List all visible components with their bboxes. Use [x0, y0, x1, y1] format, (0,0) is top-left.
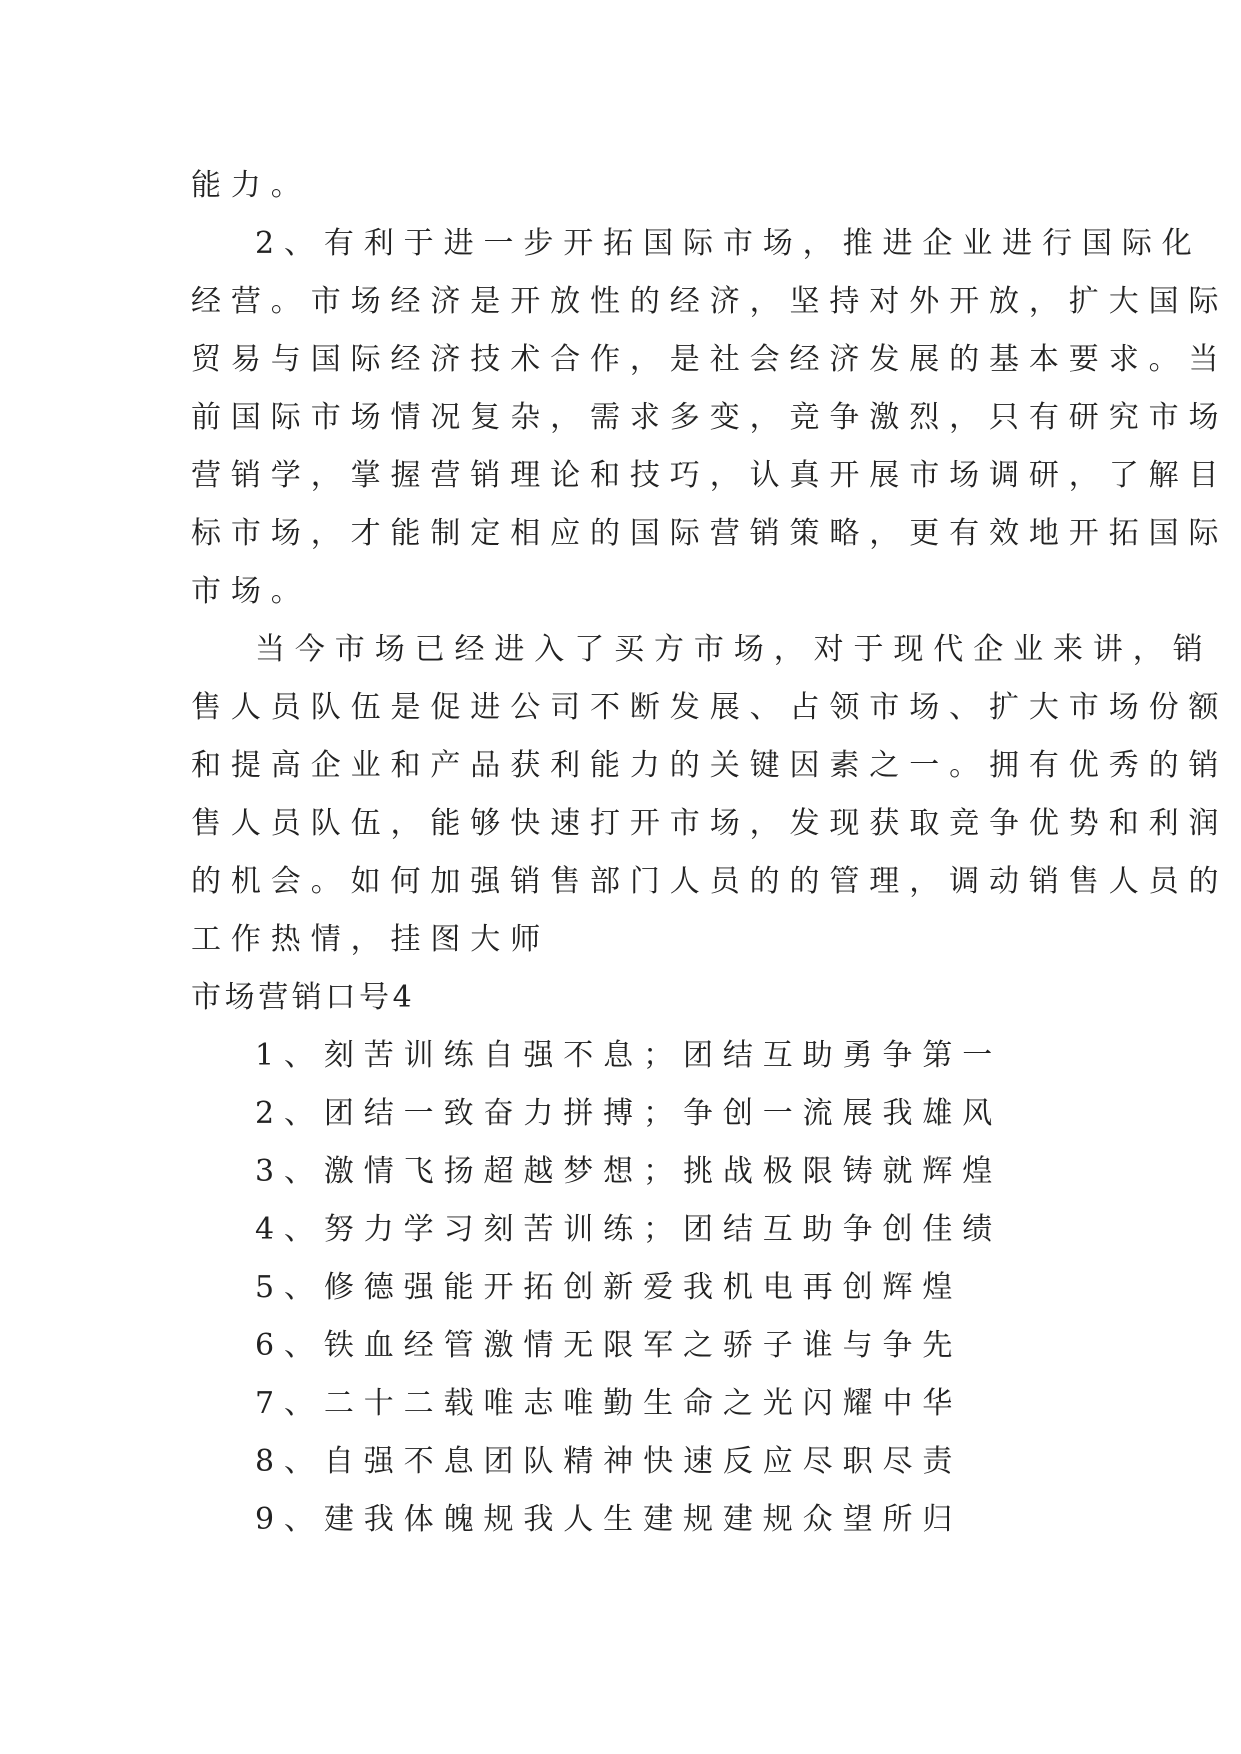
- body-line: 营销学，掌握营销理论和技巧，认真开展市场调研，了解目: [191, 458, 1229, 493]
- body-line: 标市场，才能制定相应的国际营销策略，更有效地开拓国际: [191, 516, 1229, 551]
- slogan-item: 8、自强不息团队精神快速反应尽职尽责: [255, 1444, 963, 1479]
- slogan-item: 4、努力学习刻苦训练；团结互助争创佳绩: [255, 1212, 1003, 1247]
- body-line: 工作热情，挂图大师: [191, 922, 551, 957]
- body-line: 前国际市场情况复杂，需求多变，竞争激烈，只有研究市场: [191, 400, 1229, 435]
- section-heading: 市场营销口号4: [191, 980, 416, 1015]
- slogan-item: 3、激情飞扬超越梦想；挑战极限铸就辉煌: [255, 1154, 1003, 1189]
- body-line: 能力。: [191, 168, 311, 203]
- slogan-item: 7、二十二载唯志唯勤生命之光闪耀中华: [255, 1386, 963, 1421]
- body-line: 当今市场已经进入了买方市场，对于现代企业来讲，销: [255, 632, 1213, 667]
- body-line: 的机会。如何加强销售部门人员的的管理，调动销售人员的: [191, 864, 1229, 899]
- slogan-item: 5、修德强能开拓创新爱我机电再创辉煌: [255, 1270, 963, 1305]
- slogan-item: 1、刻苦训练自强不息；团结互助勇争第一: [255, 1038, 1003, 1073]
- body-line: 和提高企业和产品获利能力的关键因素之一。拥有优秀的销: [191, 748, 1229, 783]
- slogan-item: 2、团结一致奋力拼搏；争创一流展我雄风: [255, 1096, 1003, 1131]
- slogan-item: 6、铁血经管激情无限军之骄子谁与争先: [255, 1328, 963, 1363]
- body-line: 售人员队伍是促进公司不断发展、占领市场、扩大市场份额: [191, 690, 1229, 725]
- slogan-item: 9、建我体魄规我人生建规建规众望所归: [255, 1502, 963, 1537]
- body-line: 2、有利于进一步开拓国际市场，推进企业进行国际化: [255, 226, 1202, 261]
- body-line: 售人员队伍，能够快速打开市场，发现获取竞争优势和利润: [191, 806, 1229, 841]
- body-line: 市场。: [191, 574, 311, 609]
- body-line: 贸易与国际经济技术合作，是社会经济发展的基本要求。当: [191, 342, 1229, 377]
- body-line: 经营。市场经济是开放性的经济，坚持对外开放，扩大国际: [191, 284, 1229, 319]
